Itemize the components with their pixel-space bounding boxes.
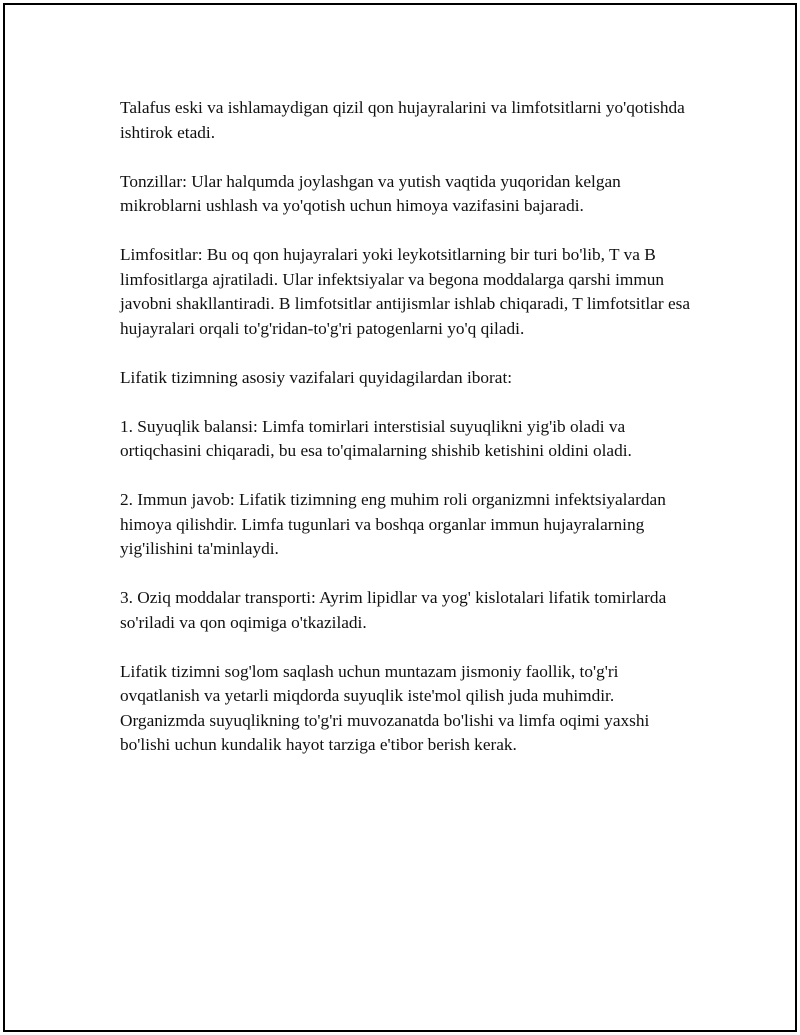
list-item-fluid-balance: 1. Suyuqlik balansi: Limfa tomirlari interstisial suyuqlikni yig'ib oladi va ortiqchasini chiqaradi, bu esa to'qimalarning shishib ketishini oldini oladi. xyxy=(120,416,632,460)
list-item-nutrient-transport: 3. Oziq moddalar transporti: Ayrim lipidlar va yog' kislotalari lifatik tomirlarda so'riladi va qon oqimiga o'tkaziladi. xyxy=(120,588,667,632)
paragraph-conclusion: Lifatik tizimni sog'lom saqlash uchun muntazam jismoniy faollik, to'g'ri ovqatlanish va yetarli miqdorda suyuqlik iste'mol qilish juda muhimdir. Organizmda suyuqlikning to'g'ri muvozanatda bo'lishi va limfa oqimi yaxshi bo'lishi uchun kundalik hayot tarziga e'tibor berish kerak. xyxy=(120,661,650,754)
paragraph-lymphocytes: Limfositlar: Bu oq qon hujayralari yoki leykotsitlarning bir turi bo'lib, T va B limfositlarga ajratiladi. Ular infektsiyalar va begona moddalarga qarshi immun javobni shakllantiradi. B limfotsitlar antijismlar ishlab chiqaradi, T limfotsitlar esa hujayralari orqali to'g'ridan-to'g'ri patogenlarni yo'q qiladi. xyxy=(120,245,691,338)
paragraph-main-functions-intro: Lifatik tizimning asosiy vazifalari quyidagilardan iborat: xyxy=(120,367,513,387)
document-page xyxy=(3,3,797,1032)
paragraph-tonsils: Tonzillar: Ular halqumda joylashgan va yutish vaqtida yuqoridan kelgan mikroblarni ushlash va yo'qotish uchun himoya vazifasini bajaradi. xyxy=(120,171,621,215)
document-body xyxy=(120,96,700,782)
list-item-immune-response: 2. Immun javob: Lifatik tizimning eng muhim roli organizmni infektsiyalardan himoya qilishdir. Limfa tugunlari va boshqa organlar immun hujayralarning yig'ilishini ta'minlaydi. xyxy=(120,490,666,558)
paragraph-spleen-function: Talafus eski va ishlamaydigan qizil qon hujayralarini va limfotsitlarni yo'qotishda ishtirok etadi. xyxy=(120,98,685,142)
